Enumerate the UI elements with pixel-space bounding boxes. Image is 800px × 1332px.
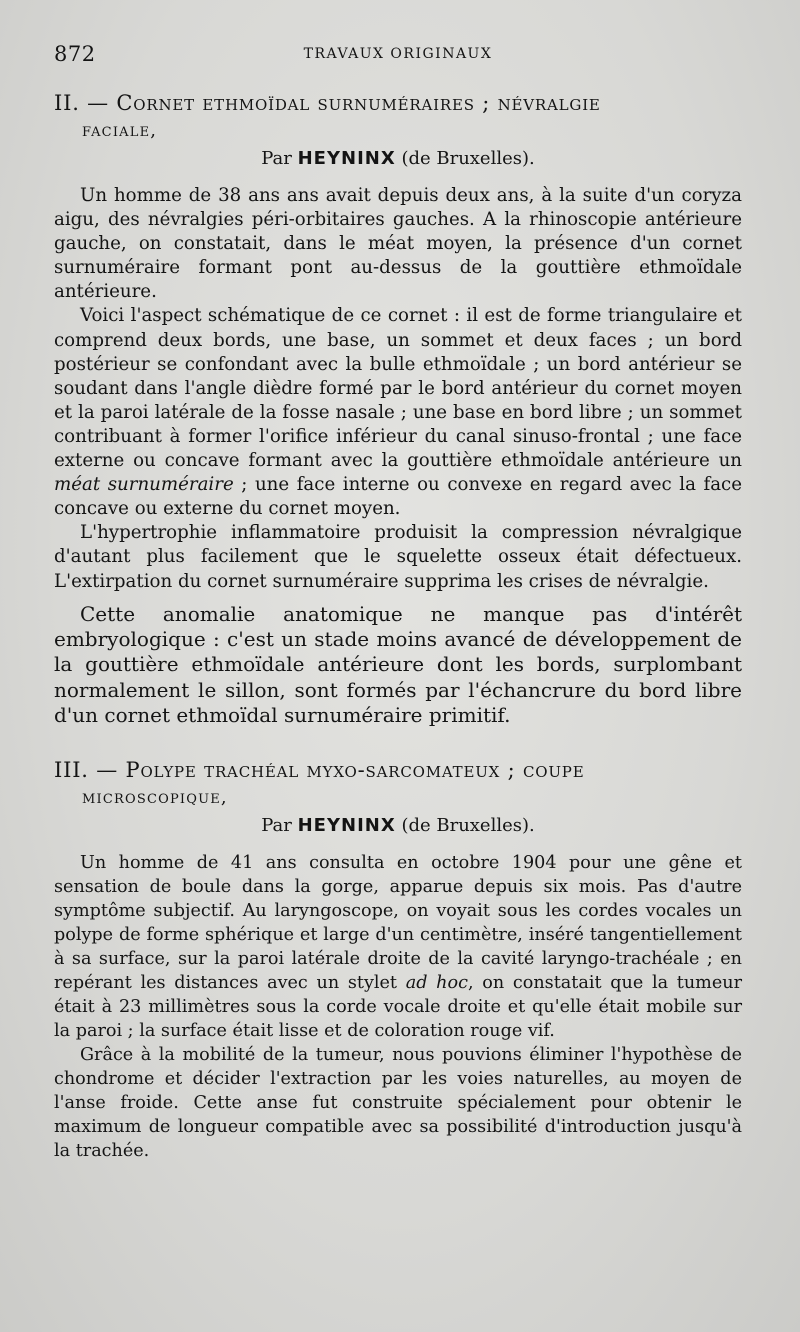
italic-term: ad hoc — [405, 972, 468, 993]
paragraph — [54, 304, 742, 521]
paragraph: Cette anomalie anatomique ne manque pas d'intérêt embryologique : c'est un stade moins avancé de développement de la gouttière ethmoïdale antérieure dont les bords, surplombant normalement le sillon, sont formés par l'échancrure du bord libre d'un cornet ethmoïdal surnuméraire primitif. — [54, 601, 742, 728]
byline-prefix: Par — [261, 814, 298, 836]
page-header — [54, 42, 742, 78]
byline-prefix: Par — [261, 148, 298, 169]
paragraph: Grâce à la mobilité de la tumeur, nous pouvions éliminer l'hypothèse de chondrome et décider l'extraction par les voies naturelles, au moyen de l'anse froide. Cette anse fut construite spécialement pour obtenir le maximum de longueur compatible avec sa possibilité d'introduction jusqu'à la trachée. — [54, 1044, 742, 1161]
byline-affiliation: (de Bruxelles). — [395, 148, 535, 169]
author-name: HEYNINX — [297, 814, 396, 836]
byline — [54, 813, 742, 839]
paragraph-text: ; une face interne ou convexe en regard avec la face concave ou externe du cornet moyen. — [54, 474, 743, 520]
paragraph-text: Voici l'aspect schématique de ce cornet : il est de forme triangulaire et comprend deux bords, une base, un sommet et deux faces ; un bord postérieur se confondant avec la bulle ethmoïdale ; un bord antérieur se soudant dans l'angle dièdre formé par le bord antérieur du cornet moyen et la paroi latérale de la fosse nasale ; une base en bord libre ; un sommet contribuant à former l'orifice inférieur du canal sinuso-frontal ; une face externe ou concave formant avec la gouttière ethmoïdale antérieure un — [54, 305, 742, 472]
paragraph — [54, 851, 742, 1043]
section-title-continuation: microscopique, — [82, 786, 228, 808]
section-polype-tracheal — [54, 755, 742, 1163]
section-title: II. — Cornet ethmoïdal surnuméraires ; névralgie — [54, 91, 601, 115]
paragraph: Un homme de 38 ans ans avait depuis deux ans, à la suite d'un coryza aigu, des névralgies péri-orbitaires gauches. A la rhinoscopie antérieure gauche, on constatait, dans le méat moyen, la présence d'un cornet surnuméraire formant pont au-dessus de la gouttière ethmoïdale antérieure. — [54, 185, 742, 303]
author-name: HEYNINX — [297, 148, 396, 169]
page-number: 872 — [54, 42, 96, 66]
section-title-continuation: faciale, — [82, 120, 158, 141]
paragraph-text: , on constatait que la tumeur était à 23 millimètres sous la corde vocale droite et qu'elle était mobile sur la paroi ; la surface était lisse et de coloration rouge vif. — [54, 972, 743, 1041]
italic-term: méat surnuméraire — [54, 474, 234, 496]
byline — [54, 146, 742, 172]
section-cornet-ethmoidal — [54, 88, 742, 729]
byline-affiliation: (de Bruxelles). — [395, 814, 535, 836]
paragraph-text: Un homme de 41 ans consulta en octobre 1904 pour une gêne et sensation de boule dans la gorge, apparue depuis six mois. Pas d'autre symptôme subjectif. Au laryngoscope, on voyait sous les cordes vocales un polype de forme sphérique et large d'un centimètre, inséré tangentiellement à sa surface, sur la paroi latérale droite de la cavité laryngo-trachéale ; en repérant les distances avec un stylet — [54, 852, 742, 993]
running-head: TRAVAUX ORIGINAUX — [303, 46, 493, 62]
section-title: III. — Polype trachéal myxo-sarcomateux ; coupe — [54, 757, 585, 782]
paragraph: L'hypertrophie inflammatoire produisit la compression névralgique d'autant plus facilement que le squelette osseux était défectueux. L'extirpation du cornet surnuméraire supprima les crises de névralgie. — [54, 522, 742, 592]
